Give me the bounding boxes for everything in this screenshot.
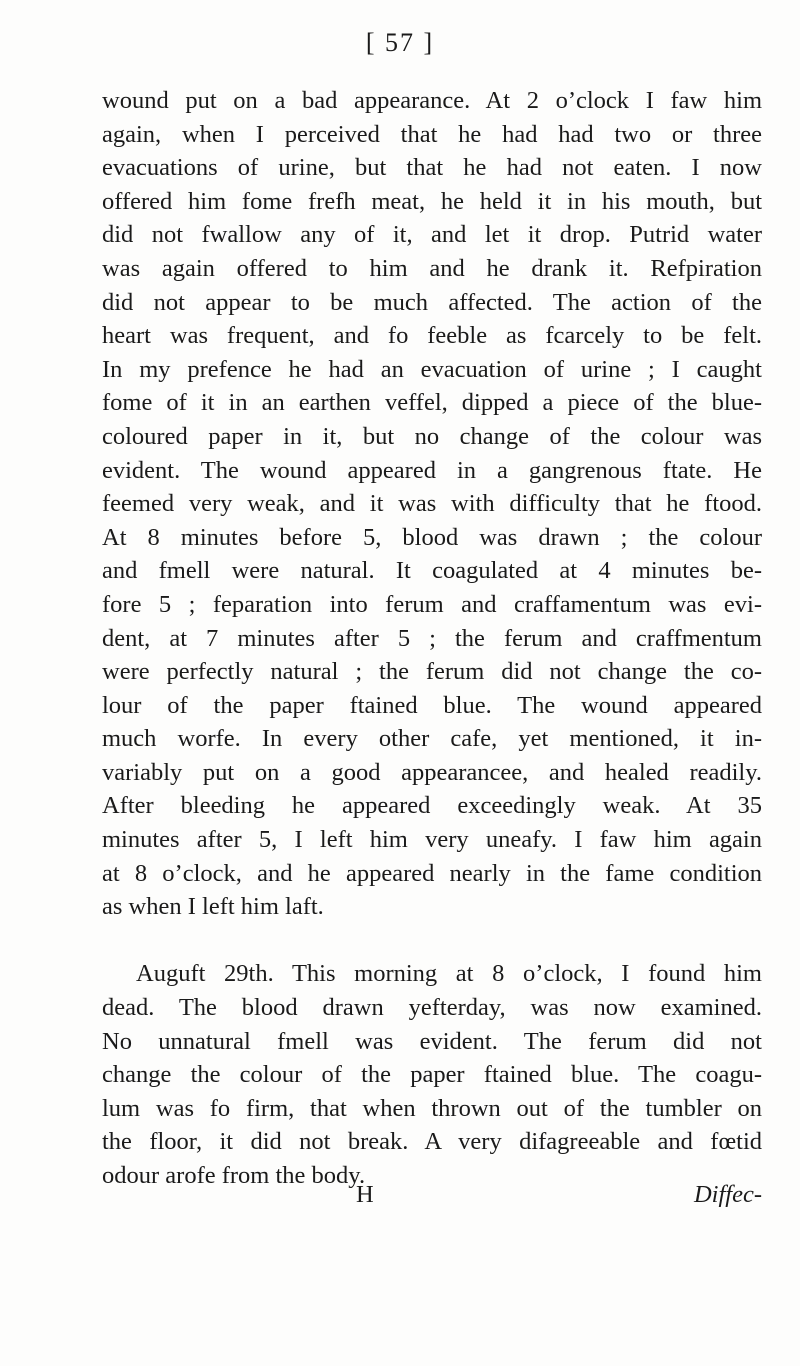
text-line: dead. The blood drawn yefterday, was now examined. bbox=[102, 994, 762, 1022]
text-line: as when I left him laft. bbox=[102, 893, 324, 921]
text-line: minutes after 5, I left him very uneafy. I faw him again bbox=[102, 826, 762, 854]
text-line: offered him fome frefh meat, he held it in his mouth, but bbox=[102, 187, 762, 215]
text-line: did not fwallow any of it, and let it drop. Putrid water bbox=[102, 221, 762, 249]
text-line: much worfe. In every other cafe, yet mentioned, it in- bbox=[102, 725, 762, 753]
text-line: wound put on a bad appearance. At 2 o’clock I faw him bbox=[102, 87, 762, 114]
text-line: at 8 o’clock, and he appeared nearly in the fame condition bbox=[102, 859, 762, 887]
text-line: No unnatural fmell was evident. The ferum did not bbox=[102, 1027, 762, 1055]
text-line: coloured paper in it, but no change of the colour was bbox=[102, 422, 762, 450]
signature-mark: H bbox=[356, 1181, 374, 1208]
body-text bbox=[102, 84, 762, 1193]
text-line: fore 5 ; feparation into ferum and craffamentum was evi- bbox=[102, 590, 762, 618]
text-line: variably put on a good appearancee, and healed readily. bbox=[102, 758, 762, 786]
text-line: again, when I perceived that he had had two or three bbox=[102, 120, 762, 148]
page-footer bbox=[102, 1178, 762, 1212]
text-line: After bleeding he appeared exceedingly weak. At 35 bbox=[102, 792, 762, 820]
text-line: evident. The wound appeared in a gangrenous ftate. He bbox=[102, 456, 762, 484]
text-line: heart was frequent, and fo feeble as fcarcely to be felt. bbox=[102, 322, 762, 350]
text-line: dent, at 7 minutes after 5 ; the ferum and craffmentum bbox=[102, 624, 762, 652]
paragraph-2 bbox=[102, 957, 762, 1192]
text-line: the floor, it did not break. A very difagreeable and fœtid bbox=[102, 1128, 762, 1156]
text-line: odour arofe from the body. bbox=[102, 1162, 366, 1189]
text-line: feemed very weak, and it was with difficulty that he ftood. bbox=[102, 490, 762, 518]
text-line: evacuations of urine, but that he had not eaten. I now bbox=[102, 154, 762, 182]
text-line: fome of it in an earthen veffel, dipped a piece of the blue- bbox=[102, 389, 762, 417]
text-line: was again offered to him and he drank it. Refpiration bbox=[102, 254, 762, 282]
text-line: lour of the paper ftained blue. The wound appeared bbox=[102, 691, 762, 719]
page-number: [ 57 ] bbox=[365, 28, 435, 57]
text-line: were perfectly natural ; the ferum did not change the co- bbox=[102, 658, 762, 686]
paragraph-1 bbox=[102, 84, 762, 924]
text-line: In my prefence he had an evacuation of urine ; I caught bbox=[102, 355, 762, 383]
text-line: lum was fo firm, that when thrown out of the tumbler on bbox=[102, 1094, 762, 1122]
catchword: Diffec- bbox=[693, 1181, 762, 1208]
text-line: At 8 minutes before 5, blood was drawn ; the colour bbox=[102, 523, 762, 551]
text-line: Auguft 29th. This morning at 8 o’clock, I found him bbox=[136, 960, 762, 988]
text-line: did not appear to be much affected. The action of the bbox=[102, 288, 762, 316]
text-line: and fmell were natural. It coagulated at 4 minutes be- bbox=[102, 557, 762, 585]
text-line: change the colour of the paper ftained blue. The coagu- bbox=[102, 1061, 762, 1089]
paragraph-gap bbox=[102, 924, 762, 958]
